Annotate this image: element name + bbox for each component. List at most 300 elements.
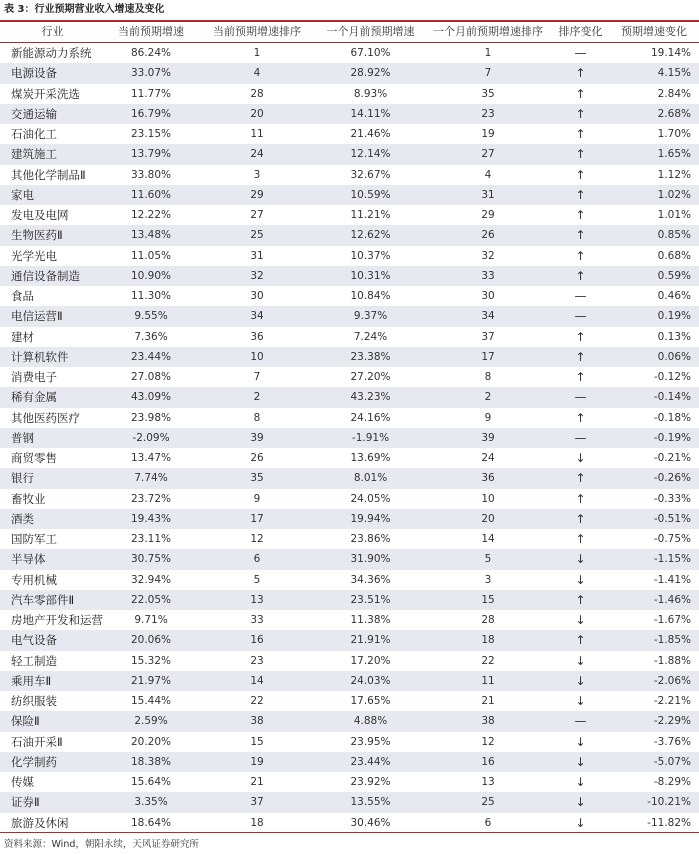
table-row <box>0 225 699 245</box>
current-growth-cell: 20.20% <box>130 735 172 748</box>
prev-rank-cell: 13 <box>481 776 495 789</box>
current-rank-cell: 21 <box>250 776 264 789</box>
current-growth-cell: 33.07% <box>105 63 197 83</box>
current-growth-cell: 32.94% <box>130 573 172 586</box>
current-growth-cell: 10.90% <box>105 266 197 286</box>
rank-change-cell: — <box>552 428 609 448</box>
table-row <box>0 752 699 772</box>
prev-rank-cell: 38 <box>424 711 552 731</box>
current-rank-cell: 10 <box>197 347 317 367</box>
industry-name-cell: 其他化学制品Ⅱ <box>11 167 86 182</box>
current-growth-cell: 3.35% <box>105 792 197 812</box>
industry-name-cell: 电源设备 <box>0 63 105 83</box>
current-rank-cell: 5 <box>253 573 261 586</box>
current-rank-cell: 29 <box>197 185 317 205</box>
current-growth-cell: 43.09% <box>105 387 197 407</box>
current-rank-cell: 36 <box>250 330 264 343</box>
rank-change-cell: ↑ <box>575 248 586 263</box>
prev-rank-cell: 34 <box>424 306 552 326</box>
prev-growth-cell: 23.92% <box>350 776 391 789</box>
prev-growth-cell: 21.46% <box>350 128 391 141</box>
current-rank-cell: 4 <box>197 63 317 83</box>
prev-rank-cell: 14 <box>481 533 495 546</box>
current-rank-cell: 25 <box>197 225 317 245</box>
table-row <box>0 529 699 549</box>
table-row <box>0 84 699 104</box>
industry-name-cell: 生物医药Ⅱ <box>0 225 105 245</box>
growth-change-cell: -8.29% <box>653 776 691 789</box>
table-row <box>0 590 699 610</box>
industry-name-cell: 化学制药 <box>0 752 105 772</box>
industry-name-cell: 传媒 <box>11 775 34 790</box>
table-row <box>0 509 699 529</box>
prev-rank-cell: 7 <box>424 63 552 83</box>
current-rank-cell: 33 <box>250 614 264 627</box>
rank-change-cell: ↑ <box>552 630 609 650</box>
industry-name-cell: 保险Ⅱ <box>0 711 105 731</box>
growth-change-cell: -1.67% <box>653 614 691 627</box>
rank-change-cell: ↑ <box>552 225 609 245</box>
table-row <box>0 306 699 326</box>
prev-growth-cell: 17.65% <box>350 695 391 708</box>
current-growth-cell: 13.48% <box>105 225 197 245</box>
prev-rank-cell: 4 <box>484 168 492 181</box>
prev-rank-cell: 18 <box>424 630 552 650</box>
rank-change-cell: ↑ <box>575 329 586 344</box>
prev-growth-cell: 23.86% <box>350 533 391 546</box>
rank-change-cell: — <box>574 289 587 304</box>
table-row <box>0 610 699 630</box>
prev-growth-cell: 8.93% <box>353 87 388 100</box>
current-growth-cell: 23.15% <box>130 128 172 141</box>
growth-table <box>0 22 699 833</box>
growth-change-cell: 0.68% <box>657 249 691 262</box>
industry-name-cell: 纺织服装 <box>11 694 57 709</box>
table-row <box>0 43 699 64</box>
prev-rank-cell: 21 <box>481 695 495 708</box>
current-growth-cell: 16.79% <box>105 104 197 124</box>
rank-change-cell: ↑ <box>575 86 586 101</box>
prev-growth-cell: -1.91% <box>317 428 424 448</box>
industry-name-cell: 房地产开发和运营 <box>11 613 103 628</box>
current-rank-cell: 1 <box>253 47 261 60</box>
rank-change-cell: ↓ <box>575 613 586 628</box>
table-row <box>0 185 699 205</box>
growth-change-cell: 0.06% <box>609 347 699 367</box>
table-row <box>0 570 699 590</box>
current-growth-cell: 18.38% <box>105 752 197 772</box>
table-row <box>0 408 699 428</box>
prev-growth-cell: 4.88% <box>317 711 424 731</box>
current-growth-cell: 7.36% <box>134 330 168 343</box>
prev-growth-cell: 23.44% <box>317 752 424 772</box>
rank-change-cell: ↑ <box>575 167 586 182</box>
growth-change-cell: 2.68% <box>609 104 699 124</box>
rank-change-cell: ↑ <box>552 509 609 529</box>
current-growth-cell: 19.43% <box>105 509 197 529</box>
growth-change-cell: -11.82% <box>647 816 691 829</box>
header-growth-change: 预期增速变化 <box>609 22 699 43</box>
prev-growth-cell: 23.51% <box>317 590 424 610</box>
industry-name-cell: 证券Ⅱ <box>0 792 105 812</box>
growth-change-cell: 0.19% <box>609 306 699 326</box>
current-growth-cell: 11.30% <box>130 290 172 303</box>
prev-growth-cell: 32.67% <box>350 168 391 181</box>
current-growth-cell: 27.08% <box>130 371 172 384</box>
current-rank-cell: 39 <box>197 428 317 448</box>
growth-change-cell: 19.14% <box>650 47 691 60</box>
current-rank-cell: 12 <box>250 533 264 546</box>
table-row <box>0 671 699 691</box>
current-rank-cell: 2 <box>197 387 317 407</box>
growth-change-cell: -1.46% <box>609 590 699 610</box>
current-growth-cell: 23.44% <box>105 347 197 367</box>
growth-change-cell: 0.46% <box>657 290 691 303</box>
prev-rank-cell: 8 <box>484 371 492 384</box>
table-row <box>0 144 699 164</box>
header-prev-growth: 一个月前预期增速 <box>317 22 424 43</box>
current-rank-cell: 38 <box>197 711 317 731</box>
prev-rank-cell: 16 <box>424 752 552 772</box>
rank-change-cell: ↑ <box>552 104 609 124</box>
table-row <box>0 266 699 286</box>
growth-change-cell: 0.59% <box>609 266 699 286</box>
industry-name-cell: 国防军工 <box>11 532 57 547</box>
bottom-rule <box>0 832 699 833</box>
prev-rank-cell: 3 <box>484 573 492 586</box>
current-rank-cell: 7 <box>253 371 261 384</box>
growth-change-cell: -1.85% <box>609 630 699 650</box>
rank-change-cell: ↓ <box>575 451 586 466</box>
rank-change-cell: ↑ <box>575 208 586 223</box>
prev-growth-cell: 13.69% <box>350 452 391 465</box>
industry-name-cell: 轻工制造 <box>11 653 57 668</box>
rank-change-cell: ↓ <box>552 549 609 569</box>
growth-change-cell: -0.75% <box>653 533 691 546</box>
table-row <box>0 205 699 225</box>
current-growth-cell: 23.98% <box>130 411 172 424</box>
industry-name-cell: 半导体 <box>0 549 105 569</box>
current-growth-cell: 23.11% <box>130 533 172 546</box>
growth-change-cell: 1.01% <box>657 209 691 222</box>
industry-name-cell: 石油开采Ⅱ <box>11 734 63 749</box>
current-rank-cell: 19 <box>197 752 317 772</box>
current-growth-cell: 21.97% <box>105 671 197 691</box>
industry-name-cell: 建筑施工 <box>0 144 105 164</box>
table-row <box>0 711 699 731</box>
prev-rank-cell: 17 <box>424 347 552 367</box>
rank-change-cell: ↑ <box>575 410 586 425</box>
growth-change-cell: 1.65% <box>609 144 699 164</box>
table-row <box>0 104 699 124</box>
prev-rank-cell: 30 <box>481 290 495 303</box>
growth-change-cell: 1.70% <box>657 128 691 141</box>
industry-name-cell: 其他医药医疗 <box>11 410 80 425</box>
current-rank-cell: 20 <box>197 104 317 124</box>
prev-rank-cell: 36 <box>424 468 552 488</box>
rank-change-cell: ↑ <box>552 185 609 205</box>
growth-change-cell: -0.26% <box>609 468 699 488</box>
rank-change-cell: ↓ <box>575 653 586 668</box>
prev-growth-cell: 30.46% <box>350 816 391 829</box>
growth-change-cell: -0.21% <box>653 452 691 465</box>
rank-change-cell: ↓ <box>575 734 586 749</box>
growth-change-cell: 4.15% <box>609 63 699 83</box>
growth-change-cell: -1.15% <box>609 549 699 569</box>
prev-rank-cell: 5 <box>424 549 552 569</box>
prev-growth-cell: 28.92% <box>317 63 424 83</box>
current-rank-cell: 32 <box>197 266 317 286</box>
growth-change-cell: -2.29% <box>609 711 699 731</box>
current-growth-cell: 2.59% <box>105 711 197 731</box>
growth-change-cell: -0.18% <box>653 411 691 424</box>
table-caption: 表 3：行业预期营业收入增速及变化 <box>4 4 165 15</box>
current-rank-cell: 8 <box>253 411 261 424</box>
growth-change-cell: -3.76% <box>653 735 691 748</box>
rank-change-cell: ↑ <box>552 590 609 610</box>
industry-name-cell: 光学光电 <box>11 248 57 263</box>
rank-change-cell: — <box>552 711 609 731</box>
prev-rank-cell: 23 <box>424 104 552 124</box>
prev-rank-cell: 22 <box>481 654 495 667</box>
industry-name-cell: 乘用车Ⅱ <box>0 671 105 691</box>
growth-change-cell: 0.85% <box>609 225 699 245</box>
industry-name-cell: 酒类 <box>0 509 105 529</box>
current-rank-cell: 23 <box>250 654 264 667</box>
current-growth-cell: 30.75% <box>105 549 197 569</box>
current-rank-cell: 22 <box>250 695 264 708</box>
rank-change-cell: ↓ <box>575 694 586 709</box>
current-rank-cell: 35 <box>197 468 317 488</box>
current-growth-cell: -2.09% <box>105 428 197 448</box>
rank-change-cell: ↓ <box>575 815 586 830</box>
prev-rank-cell: 6 <box>484 816 492 829</box>
header-current-growth: 当前预期增速 <box>105 22 197 43</box>
prev-growth-cell: 23.38% <box>317 347 424 367</box>
current-growth-cell: 20.06% <box>105 630 197 650</box>
current-growth-cell: 33.80% <box>130 168 172 181</box>
prev-growth-cell: 14.11% <box>317 104 424 124</box>
growth-change-cell: -2.06% <box>609 671 699 691</box>
current-growth-cell: 18.64% <box>130 816 172 829</box>
industry-name-cell: 计算机软件 <box>0 347 105 367</box>
prev-rank-cell: 12 <box>481 735 495 748</box>
rank-change-cell: ↑ <box>552 63 609 83</box>
industry-name-cell: 电信运营Ⅱ <box>0 306 105 326</box>
industry-name-cell: 食品 <box>11 289 34 304</box>
current-rank-cell: 16 <box>197 630 317 650</box>
current-rank-cell: 6 <box>197 549 317 569</box>
prev-growth-cell: 34.36% <box>350 573 391 586</box>
prev-growth-cell: 43.23% <box>317 387 424 407</box>
growth-change-cell: -10.21% <box>609 792 699 812</box>
prev-rank-cell: 39 <box>424 428 552 448</box>
rank-change-cell: ↓ <box>552 792 609 812</box>
prev-growth-cell: 9.37% <box>317 306 424 326</box>
growth-change-cell: -0.51% <box>609 509 699 529</box>
prev-growth-cell: 11.21% <box>350 209 391 222</box>
current-rank-cell: 9 <box>253 492 261 505</box>
prev-rank-cell: 10 <box>481 492 495 505</box>
current-rank-cell: 26 <box>250 452 264 465</box>
rank-change-cell: ↑ <box>552 144 609 164</box>
prev-growth-cell: 8.01% <box>317 468 424 488</box>
prev-rank-cell: 24 <box>481 452 495 465</box>
table-row <box>0 468 699 488</box>
industry-name-cell: 普钢 <box>0 428 105 448</box>
table-row <box>0 732 699 752</box>
table-row <box>0 286 699 306</box>
prev-growth-cell: 24.05% <box>350 492 391 505</box>
table-row <box>0 772 699 792</box>
industry-name-cell: 稀有金属 <box>0 387 105 407</box>
rank-change-cell: — <box>574 46 587 61</box>
prev-growth-cell: 10.84% <box>350 290 391 303</box>
growth-change-cell: -0.33% <box>653 492 691 505</box>
prev-rank-cell: 9 <box>484 411 492 424</box>
growth-change-cell: 1.02% <box>609 185 699 205</box>
prev-rank-cell: 15 <box>424 590 552 610</box>
rank-change-cell: ↓ <box>552 752 609 772</box>
current-rank-cell: 3 <box>253 168 261 181</box>
table-row <box>0 165 699 185</box>
growth-change-cell: -5.07% <box>609 752 699 772</box>
prev-rank-cell: 11 <box>424 671 552 691</box>
industry-name-cell: 旅游及休闲 <box>11 815 69 830</box>
current-rank-cell: 17 <box>197 509 317 529</box>
industry-name-cell: 交通运输 <box>0 104 105 124</box>
prev-growth-cell: 21.91% <box>317 630 424 650</box>
current-growth-cell: 12.22% <box>130 209 172 222</box>
table-row <box>0 387 699 407</box>
prev-growth-cell: 31.90% <box>317 549 424 569</box>
prev-growth-cell: 23.95% <box>350 735 391 748</box>
header-industry: 行业 <box>0 22 105 43</box>
prev-rank-cell: 35 <box>481 87 495 100</box>
prev-rank-cell: 33 <box>424 266 552 286</box>
header-rank-change: 排序变化 <box>552 22 609 43</box>
table-row <box>0 448 699 468</box>
table-row <box>0 428 699 448</box>
prev-growth-cell: 12.62% <box>317 225 424 245</box>
current-rank-cell: 28 <box>250 87 264 100</box>
growth-change-cell: 2.84% <box>657 87 691 100</box>
current-rank-cell: 18 <box>250 816 264 829</box>
industry-name-cell: 煤炭开采洗选 <box>11 86 80 101</box>
current-rank-cell: 34 <box>197 306 317 326</box>
current-rank-cell: 14 <box>197 671 317 691</box>
rank-change-cell: ↓ <box>575 775 586 790</box>
table-row <box>0 549 699 569</box>
industry-name-cell: 商贸零售 <box>11 451 57 466</box>
table-body <box>0 43 699 833</box>
growth-change-cell: -0.12% <box>653 371 691 384</box>
current-growth-cell: 15.44% <box>130 695 172 708</box>
prev-rank-cell: 32 <box>481 249 495 262</box>
prev-rank-cell: 1 <box>484 47 492 60</box>
prev-rank-cell: 26 <box>424 225 552 245</box>
current-growth-cell: 86.24% <box>130 47 172 60</box>
prev-rank-cell: 25 <box>424 792 552 812</box>
table-row <box>0 347 699 367</box>
current-rank-cell: 15 <box>250 735 264 748</box>
rank-change-cell: ↑ <box>575 491 586 506</box>
prev-rank-cell: 27 <box>424 144 552 164</box>
prev-rank-cell: 31 <box>424 185 552 205</box>
table-row <box>0 630 699 650</box>
current-growth-cell: 11.77% <box>130 87 172 100</box>
current-growth-cell: 11.60% <box>105 185 197 205</box>
table-row <box>0 651 699 671</box>
prev-growth-cell: 10.31% <box>317 266 424 286</box>
table-row <box>0 813 699 833</box>
prev-rank-cell: 20 <box>424 509 552 529</box>
table-row <box>0 63 699 83</box>
table-row <box>0 691 699 711</box>
header-prev-rank: 一个月前预期增速排序 <box>424 22 552 43</box>
header-row <box>0 22 699 43</box>
industry-name-cell: 建材 <box>11 329 34 344</box>
prev-growth-cell: 19.94% <box>317 509 424 529</box>
current-growth-cell: 11.05% <box>130 249 172 262</box>
prev-rank-cell: 28 <box>481 614 495 627</box>
industry-name-cell: 发电及电网 <box>11 208 69 223</box>
rank-change-cell: ↑ <box>552 468 609 488</box>
current-growth-cell: 9.71% <box>134 614 168 627</box>
growth-change-cell: -0.14% <box>609 387 699 407</box>
prev-growth-cell: 67.10% <box>350 47 391 60</box>
growth-change-cell: -1.41% <box>653 573 691 586</box>
prev-growth-cell: 27.20% <box>350 371 391 384</box>
source-note: 资料来源：Wind，朝阳永续，天风证券研究所 <box>4 839 199 850</box>
growth-change-cell: -0.19% <box>609 428 699 448</box>
rank-change-cell: ↑ <box>575 127 586 142</box>
growth-change-cell: 1.12% <box>657 168 691 181</box>
prev-rank-cell: 2 <box>424 387 552 407</box>
rank-change-cell: ↑ <box>552 347 609 367</box>
table-row <box>0 489 699 509</box>
industry-name-cell: 新能源动力系统 <box>11 46 92 61</box>
current-growth-cell: 23.72% <box>130 492 172 505</box>
rank-change-cell: — <box>552 387 609 407</box>
rank-change-cell: — <box>552 306 609 326</box>
current-rank-cell: 30 <box>250 290 264 303</box>
industry-name-cell: 畜牧业 <box>11 491 46 506</box>
prev-growth-cell: 12.14% <box>317 144 424 164</box>
current-rank-cell: 31 <box>250 249 264 262</box>
current-rank-cell: 27 <box>250 209 264 222</box>
prev-rank-cell: 19 <box>481 128 495 141</box>
growth-change-cell: -2.21% <box>653 695 691 708</box>
current-growth-cell: 15.64% <box>130 776 172 789</box>
table-row <box>0 327 699 347</box>
table-row <box>0 367 699 387</box>
rank-change-cell: ↓ <box>575 572 586 587</box>
industry-name-cell: 通信设备制造 <box>0 266 105 286</box>
header-current-rank: 当前预期增速排序 <box>197 22 317 43</box>
current-growth-cell: 7.74% <box>105 468 197 488</box>
current-rank-cell: 24 <box>197 144 317 164</box>
rank-change-cell: ↑ <box>575 370 586 385</box>
table-row <box>0 792 699 812</box>
industry-name-cell: 消费电子 <box>11 370 57 385</box>
current-growth-cell: 22.05% <box>105 590 197 610</box>
prev-growth-cell: 13.55% <box>317 792 424 812</box>
table-row <box>0 246 699 266</box>
prev-growth-cell: 17.20% <box>350 654 391 667</box>
rank-change-cell: ↑ <box>575 532 586 547</box>
current-rank-cell: 11 <box>250 128 264 141</box>
